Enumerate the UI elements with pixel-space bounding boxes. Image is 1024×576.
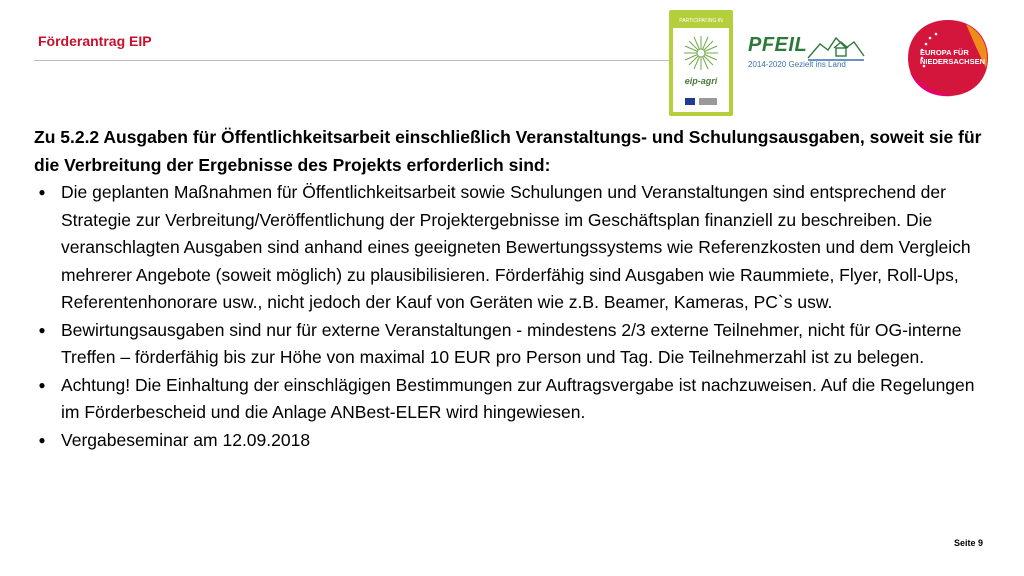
bullet-text: Achtung! Die Einhaltung der einschlägigen Bestimmungen zur Auftragsvergabe ist nachzuweisen. Auf die Regelungen im Förderbescheid und die Anlage ANBest-ELER wird hingewiesen. — [61, 374, 975, 422]
pfeil-word: PFEIL — [748, 34, 808, 56]
pfeil-subtitle: 2014-2020 Gezielt ins Land — [748, 60, 846, 69]
eu-logo-line1: EUROPA FÜR — [920, 48, 969, 57]
bullet-text: Bewirtungsausgaben sind nur für externe Veranstaltungen - mindestens 2/3 externe Teilnehmer, nicht für OG-interne Treffen – förderfähig bis zur Höhe von maximal 10 EUR pro Person und Tag. Die Teilnehmerzahl ist zu belegen. — [61, 319, 962, 367]
list-item — [34, 179, 994, 317]
bullet-icon: ● — [38, 185, 46, 199]
header-title: Förderantrag EIP — [38, 33, 152, 49]
bullet-text: Die geplanten Maßnahmen für Öffentlichkeitsarbeit sowie Schulungen und Veranstaltungen sind entsprechend der Strategie zur Verbreitung/Veröffentlichung der Projektergebnisse im Geschäftsplan finanziell zu beschreiben. Die veranschlagten Ausgaben sind anhand eines geeigneten Bewertungssystems wie Referenzkosten und dem Vergleich mehrerer Angebote (soweit möglich) zu plausibilisieren. Förderfähig sind Ausgaben wie Raummiete, Flyer, Roll-Ups, Referentenhonorare usw., nicht jedoch der Kauf von Geräten wie z.B. Beamer, Kameras, PC`s usw. — [61, 182, 971, 312]
eip-name: eip-agri — [684, 76, 718, 86]
house-landscape-icon — [806, 32, 866, 62]
list-item — [34, 372, 994, 427]
eip-burst-icon — [673, 28, 729, 78]
bullet-list — [34, 179, 994, 454]
header-divider — [34, 60, 670, 61]
list-item — [34, 317, 994, 372]
pfeil-logo — [748, 30, 868, 75]
bullet-icon: ● — [38, 377, 46, 392]
eu-logo-line2: NIEDERSACHSEN — [920, 57, 986, 66]
section-heading: Zu 5.2.2 Ausgaben für Öffentlichkeitsarbeit einschließlich Veranstaltungs- und Schulungsausgaben, soweit sie für die Verbreitung der Ergebnisse des Projekts erforderlich sind: — [34, 127, 982, 175]
bullet-icon: ● — [38, 322, 46, 337]
list-item — [34, 427, 994, 455]
partner-logo-icon — [699, 98, 717, 105]
eip-top-label: PARTICIPATING IN — [673, 14, 729, 28]
bullet-icon: ● — [38, 432, 46, 447]
bullet-text: Vergabeseminar am 12.09.2018 — [61, 429, 311, 450]
slide-content — [34, 124, 994, 454]
page-number: Seite 9 — [954, 538, 984, 548]
europa-fuer-niedersachsen-logo — [906, 18, 990, 98]
eu-flag-icon — [685, 98, 695, 105]
eip-agri-logo — [669, 10, 733, 116]
